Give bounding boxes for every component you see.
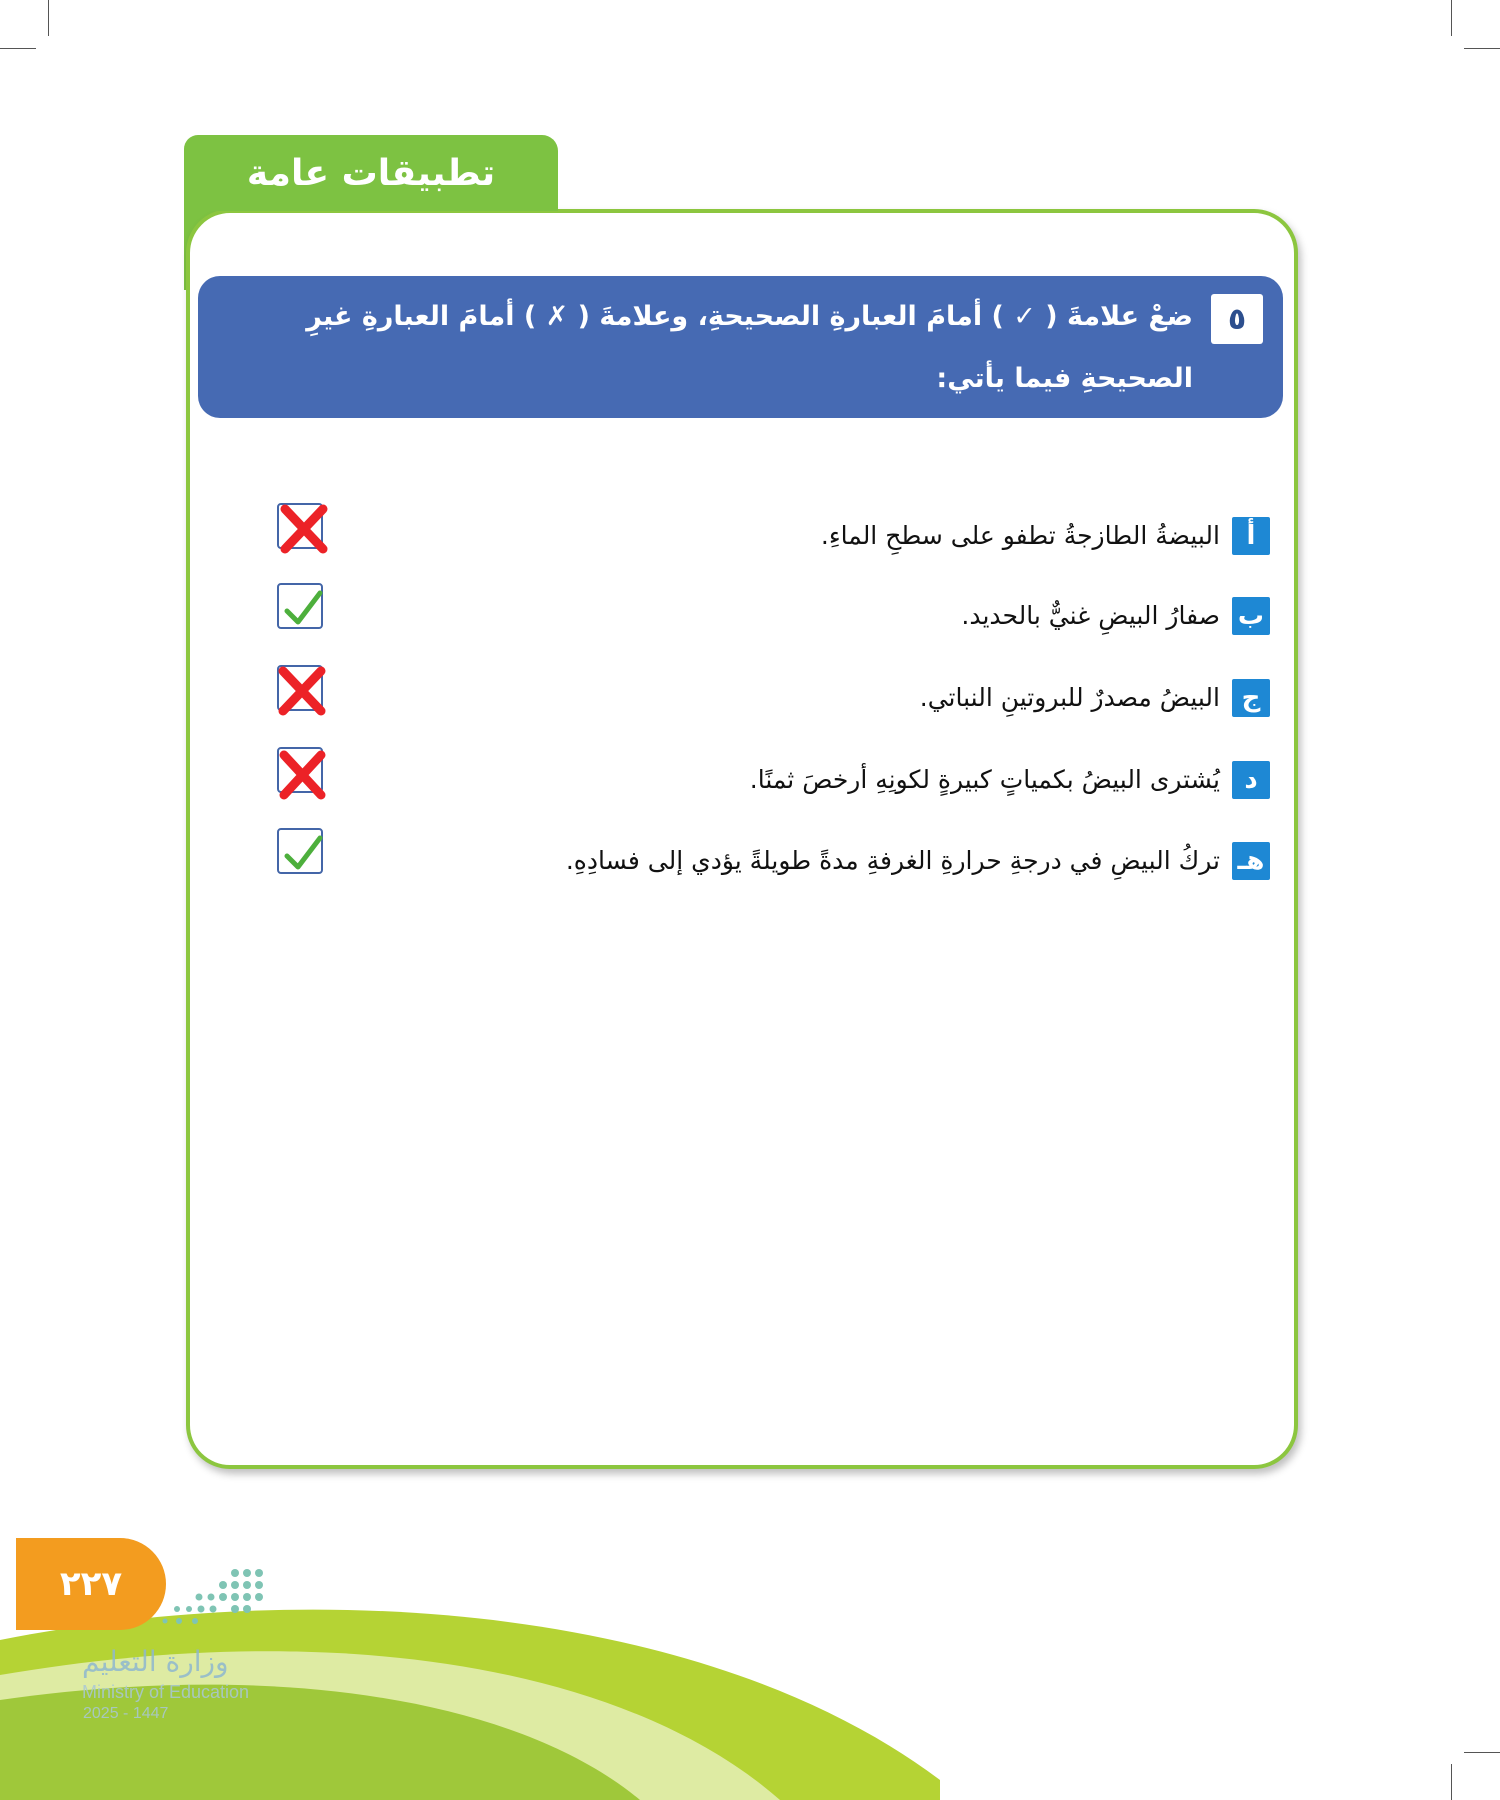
item-text: صفارُ البيضِ غنيٌّ بالحديد.	[961, 601, 1220, 630]
ministry-logo-icon	[85, 1565, 275, 1635]
check-mark-icon	[273, 579, 333, 639]
statement-item	[260, 667, 1270, 727]
cross-mark-icon	[273, 499, 333, 559]
statement-item	[260, 585, 1270, 645]
item-letter: أ	[1232, 517, 1270, 555]
item-letter: د	[1232, 761, 1270, 799]
cross-mark-icon	[273, 661, 333, 721]
statement-item	[260, 749, 1270, 809]
item-letter: هـ	[1232, 842, 1270, 880]
question-instruction: ضعْ علامةَ ( ✓ ) أمامَ العبارةِ الصحيحةِ، وعلامةَ ( ✗ ) أمامَ العبارةِ غيرِ الصحيحةِ فيما يأتي:	[306, 301, 1193, 394]
page-number: ٢٢٧	[16, 1538, 166, 1630]
crop-mark	[48, 0, 49, 36]
question-banner	[198, 276, 1283, 418]
ministry-name-arabic: وزارة التعليم	[82, 1645, 229, 1678]
answer-box[interactable]	[277, 503, 323, 549]
section-title: تطبيقات عامة	[184, 135, 558, 211]
statement-item	[260, 505, 1270, 565]
item-text: البيضُ مصدرٌ للبروتينِ النباتي.	[919, 683, 1220, 712]
answer-box[interactable]	[277, 828, 323, 874]
item-letter: ج	[1232, 679, 1270, 717]
crop-mark	[0, 48, 36, 49]
answer-box[interactable]	[277, 665, 323, 711]
answer-box[interactable]	[277, 583, 323, 629]
statement-item	[260, 830, 1270, 890]
crop-mark	[1451, 0, 1452, 36]
item-text: يُشترى البيضُ بكمياتٍ كبيرةٍ لكونِهِ أرخصَ ثمنًا.	[749, 765, 1220, 794]
crop-mark	[1464, 48, 1500, 49]
cross-mark-icon	[273, 743, 333, 803]
item-text: البيضةُ الطازجةُ تطفو على سطحِ الماءِ.	[820, 521, 1220, 550]
question-number: ٥	[1211, 294, 1263, 344]
ministry-name-english: Ministry of Education	[82, 1682, 250, 1702]
item-letter: ب	[1232, 597, 1270, 635]
academic-year: 2025 - 1447	[83, 1705, 169, 1722]
check-mark-icon	[273, 824, 333, 884]
item-text: تركُ البيضِ في درجةِ حرارةِ الغرفةِ مدةً طويلةً يؤدي إلى فسادِهِ.	[565, 846, 1220, 875]
answer-box[interactable]	[277, 747, 323, 793]
